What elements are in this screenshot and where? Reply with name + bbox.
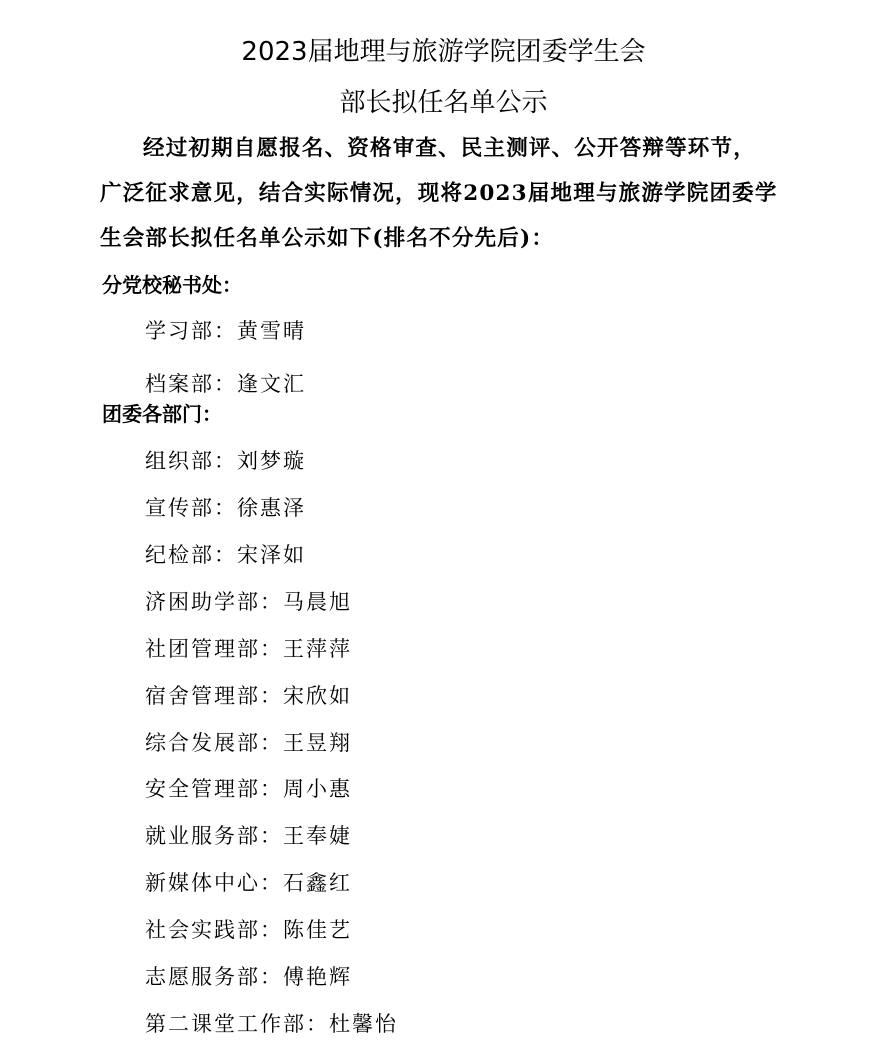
list-item: 综合发展部：王昱翔 <box>145 731 352 755</box>
list-item: 学习部：黄雪晴 <box>145 319 306 343</box>
intro-paragraph-line: 经过初期自愿报名、资格审查、民主测评、公开答辩等环节， <box>143 136 756 161</box>
list-item: 新媒体中心：石鑫红 <box>145 871 352 895</box>
document-subtitle: 部长拟任名单公示 <box>339 88 548 118</box>
list-item: 档案部：逢文汇 <box>145 372 306 396</box>
list-item: 就业服务部：王奉婕 <box>145 824 352 848</box>
list-item: 组织部：刘梦璇 <box>145 449 306 473</box>
list-item: 济困助学部：马晨旭 <box>145 590 352 614</box>
intro-paragraph-line: 生会部长拟任名单公示如下(排名不分先后)： <box>100 226 555 251</box>
section-heading-party-school-secretariat: 分党校秘书处： <box>102 273 242 297</box>
list-item: 宿舍管理部：宋欣如 <box>145 684 352 708</box>
list-item: 第二课堂工作部：杜馨怡 <box>145 1012 398 1036</box>
section-heading-league-departments: 团委各部门： <box>102 402 222 426</box>
intro-paragraph-line: 广泛征求意见，结合实际情况，现将2023届地理与旅游学院团委学 <box>100 181 778 206</box>
list-item: 纪检部：宋泽如 <box>145 543 306 567</box>
list-item: 安全管理部：周小惠 <box>145 777 352 801</box>
list-item: 宣传部：徐惠泽 <box>145 496 306 520</box>
list-item: 志愿服务部：傅艳辉 <box>145 965 352 989</box>
list-item: 社会实践部：陈佳艺 <box>145 918 352 942</box>
list-item: 社团管理部：王萍萍 <box>145 637 352 661</box>
document-title: 2023届地理与旅游学院团委学生会 <box>241 37 646 67</box>
